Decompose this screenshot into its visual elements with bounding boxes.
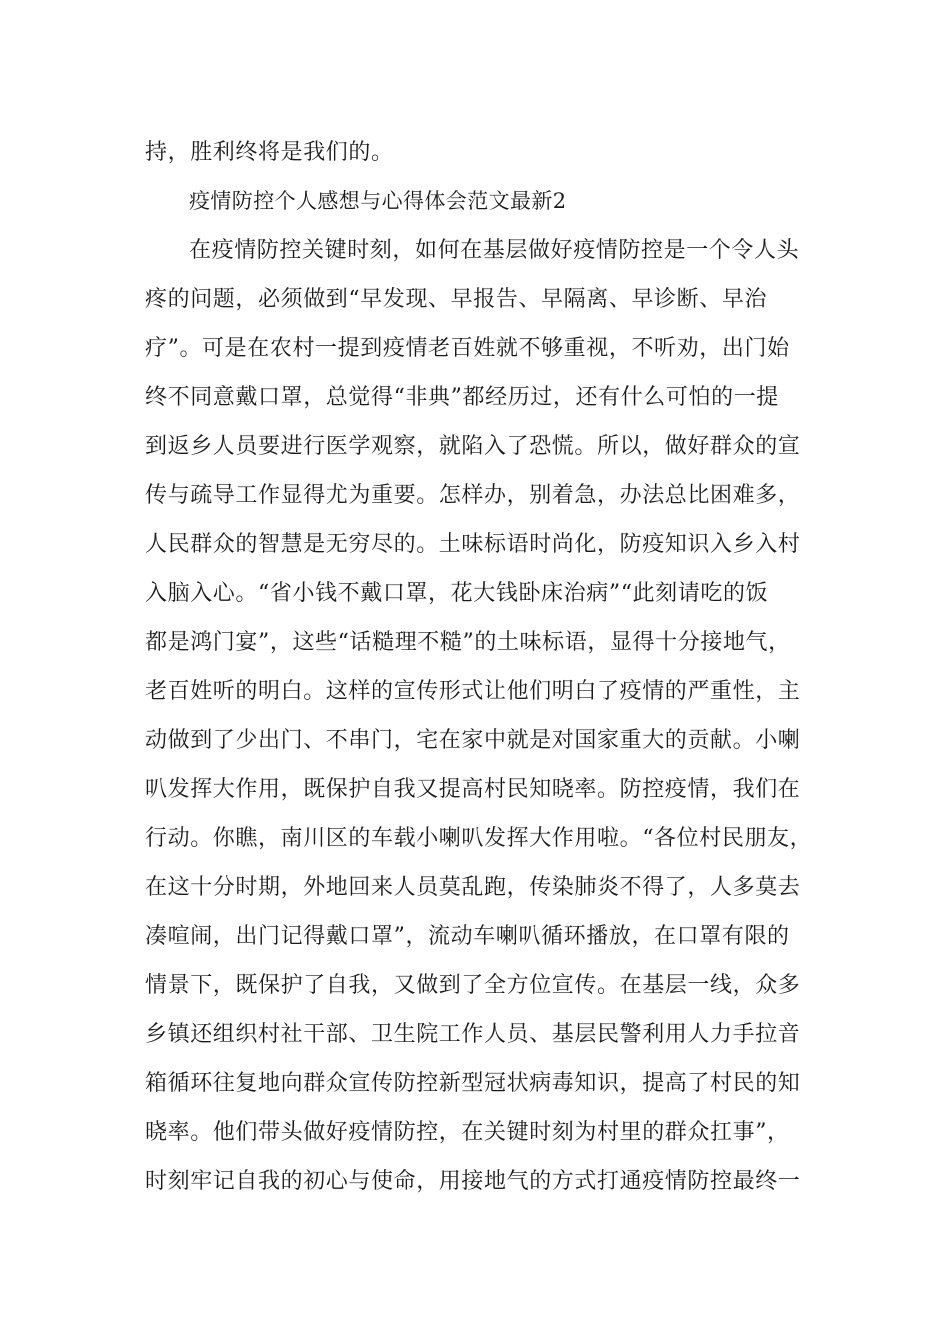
text-line: 终不同意戴口罩，总觉得“非典”都经历过，还有什么可怕的一提 bbox=[145, 385, 779, 410]
text-line: 老百姓听的明白。这样的宣传形式让他们明白了疫情的严重性，主 bbox=[145, 679, 801, 704]
text-line: 持，胜利终将是我们的。 bbox=[145, 140, 394, 165]
text-line: 疗”。可是在农村一提到疫情老百姓就不够重视，不听劝，出门始 bbox=[145, 336, 790, 361]
text-line: 箱循环往复地向群众宣传防控新型冠状病毒知识，提高了村民的知 bbox=[145, 1071, 801, 1096]
text-line: 动做到了少出门、不串门，宅在家中就是对国家重大的贡献。小喇 bbox=[145, 728, 801, 753]
text-line: 到返乡人员要进行医学观察，就陷入了恐慌。所以，做好群众的宣 bbox=[145, 434, 801, 459]
text-line: 入脑入心。“省小钱不戴口罩，花大钱卧床治病”“此刻请吃的饭 bbox=[145, 581, 769, 606]
text-line: 乡镇还组织村社干部、卫生院工作人员、基层民警利用人力手拉音 bbox=[145, 1022, 801, 1047]
text-line: 晓率。他们带头做好疫情防控，在关键时刻为村里的群众扛事”， bbox=[145, 1120, 790, 1145]
text-line: 行动。你瞧，南川区的车载小喇叭发挥大作用啦。“各位村民朋友， bbox=[145, 826, 813, 851]
text-line: 时刻牢记自我的初心与使命，用接地气的方式打通疫情防控最终一 bbox=[145, 1169, 801, 1194]
body-text bbox=[145, 128, 825, 1206]
section-heading: 疫情防控个人感想与心得体会范文最新2 bbox=[189, 189, 567, 213]
text-line: 传与疏导工作显得尤为重要。怎样办，别着急，办法总比困难多， bbox=[145, 483, 801, 508]
text-line: 疼的问题，必须做到“早发现、早报告、早隔离、早诊断、早治 bbox=[145, 287, 768, 312]
text-line: 叭发挥大作用，既保护自我又提高村民知晓率。防控疫情，我们在 bbox=[145, 777, 801, 802]
text-line: 情景下，既保护了自我，又做到了全方位宣传。在基层一线，众多 bbox=[145, 973, 801, 998]
text-line: 在这十分时期，外地回来人员莫乱跑，传染肺炎不得了，人多莫去 bbox=[145, 875, 801, 900]
text-line: 凑喧闹，出门记得戴口罩”，流动车喇叭循环播放，在口罩有限的 bbox=[145, 924, 790, 949]
text-line: 都是鸿门宴”，这些“话糙理不糙”的土味标语，显得十分接地气， bbox=[145, 630, 791, 655]
paragraph-first-line: 在疫情防控关键时刻，如何在基层做好疫情防控是一个令人头 bbox=[189, 238, 800, 263]
text-line: 人民群众的智慧是无穷尽的。土味标语时尚化，防疫知识入乡入村 bbox=[145, 532, 801, 557]
